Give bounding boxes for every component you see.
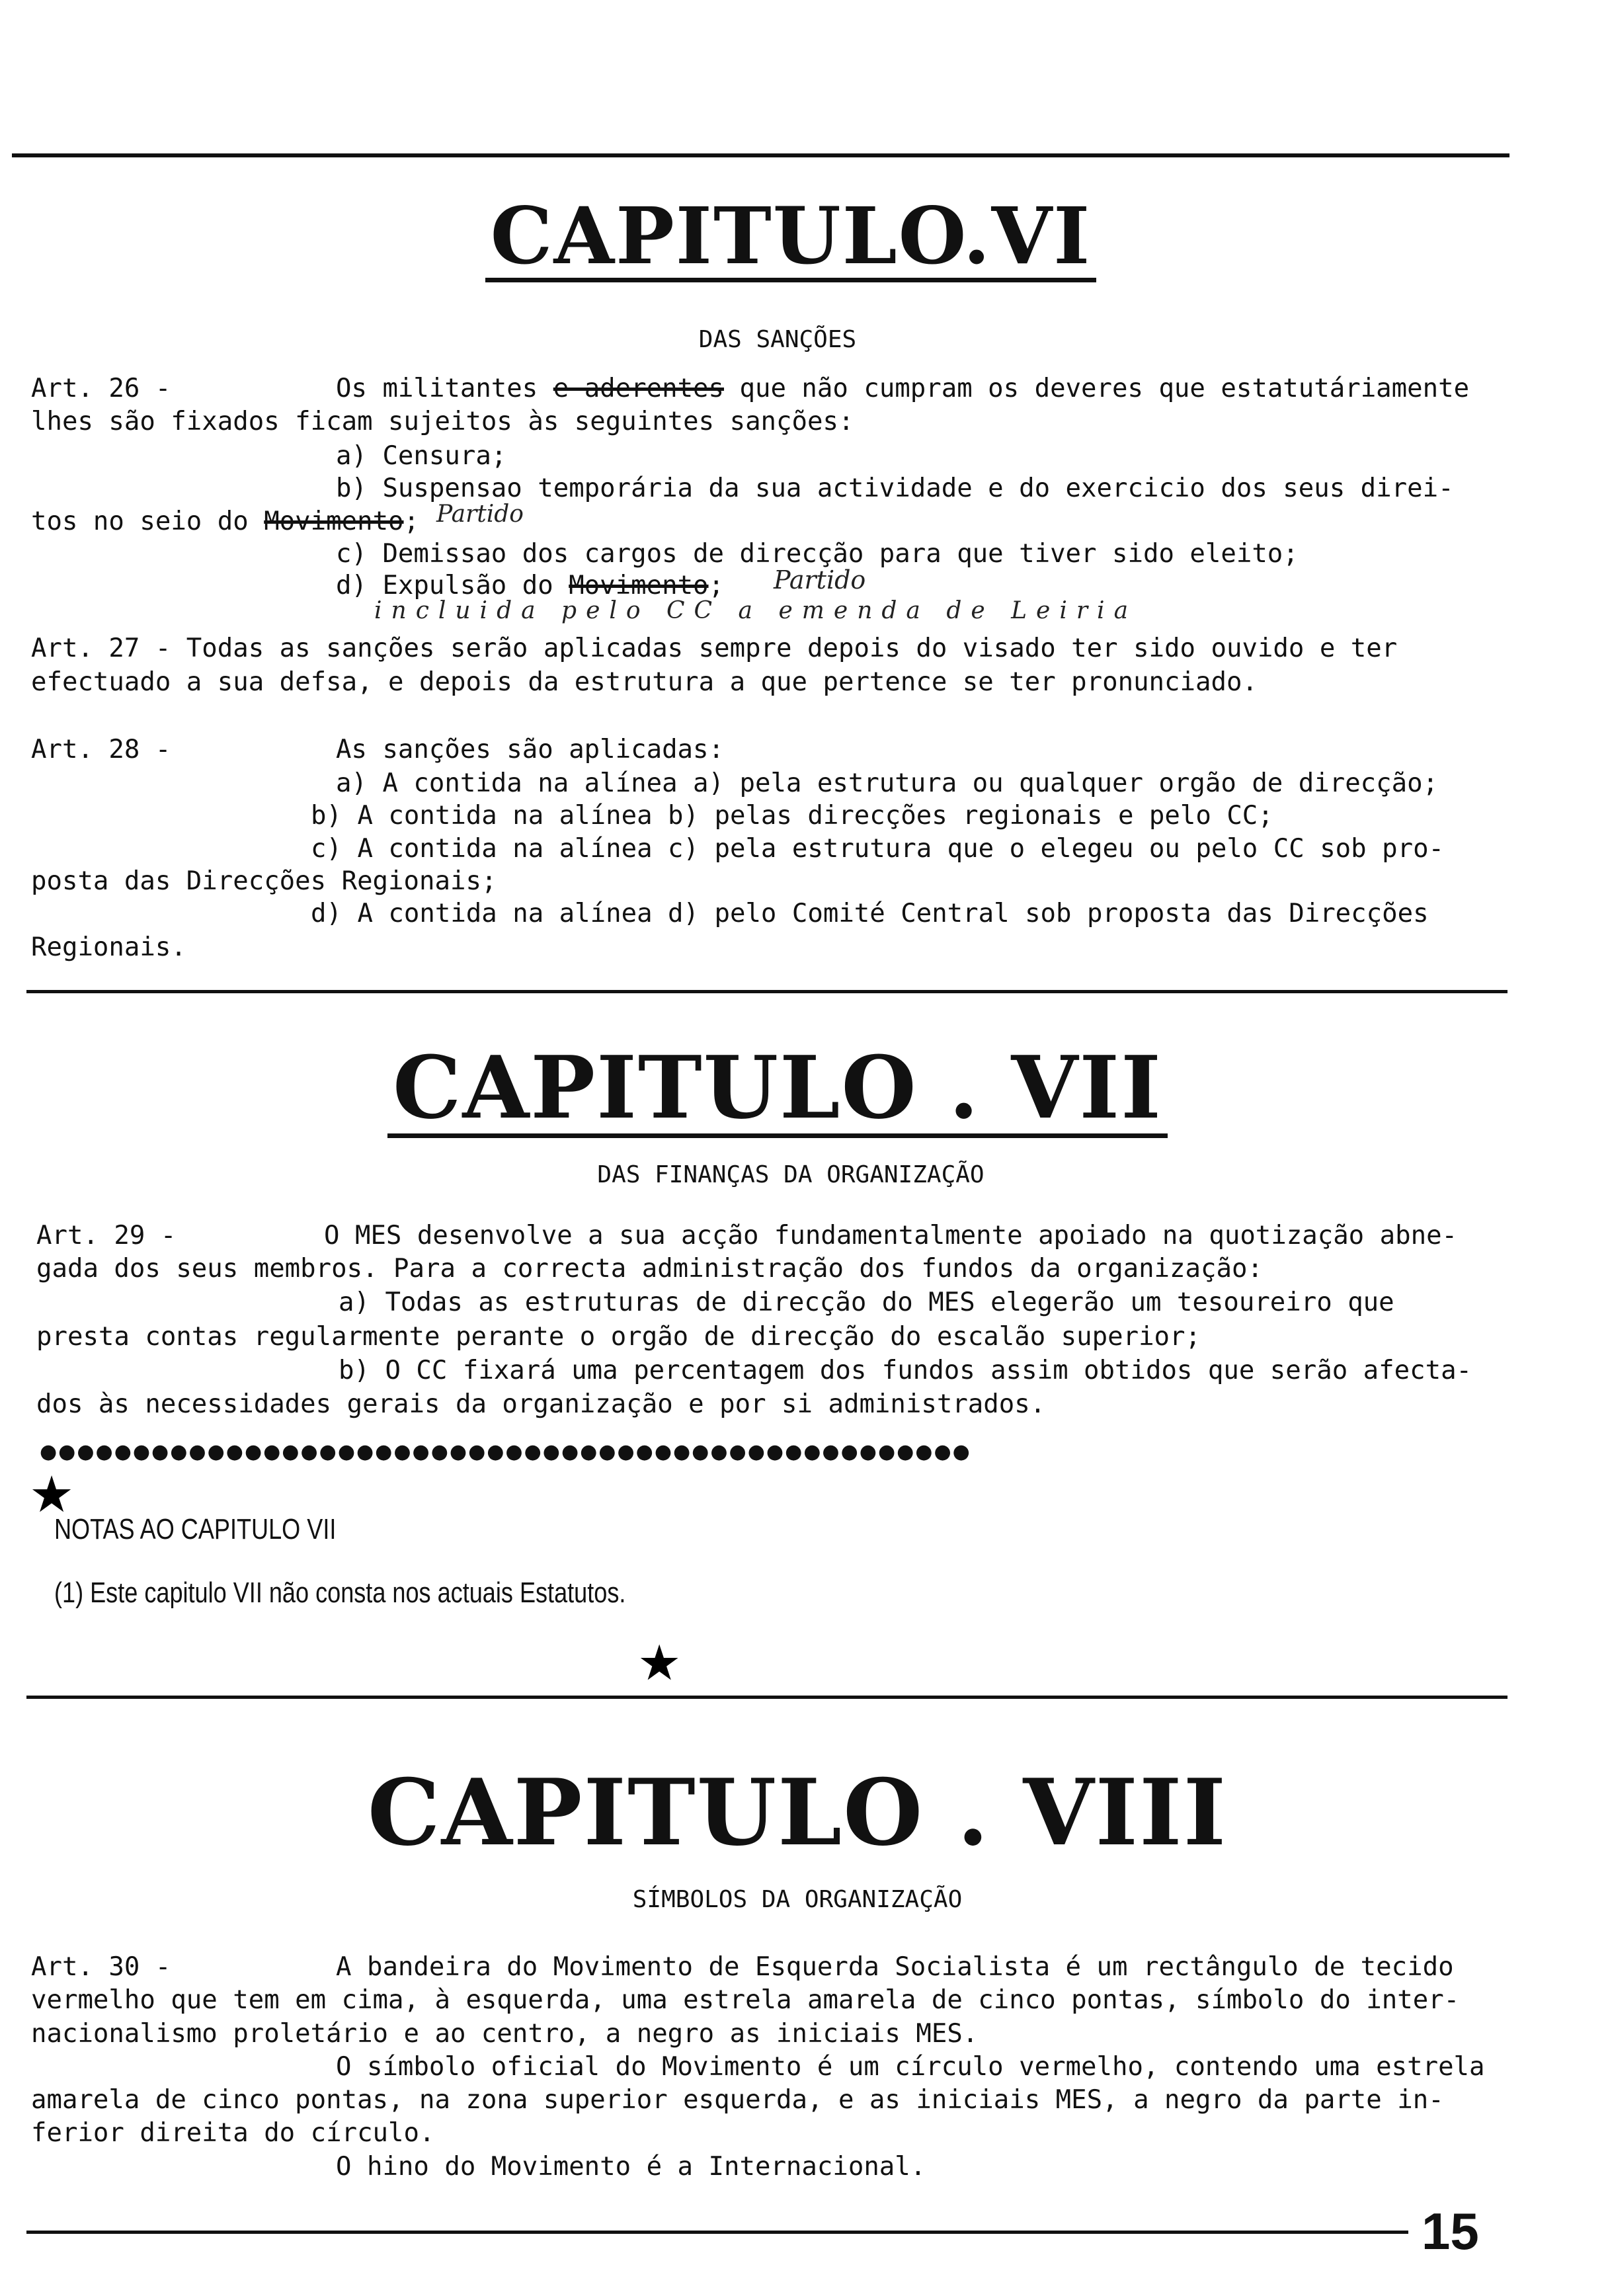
art26-b-end: ;	[403, 507, 420, 536]
section-rule-1	[26, 990, 1508, 993]
notes-title: NOTAS AO CAPITULO VII	[54, 1513, 337, 1545]
footer-rule	[26, 2231, 1408, 2234]
art26-intro-b: que não cumpram os deveres que estatutáriamente	[724, 374, 1470, 403]
note-1: (1) Este capitulo VII não consta nos actuais Estatutos.	[54, 1577, 626, 1609]
art26-b: b) Suspensao temporária da sua actividade e do exercicio dos seus direi-	[336, 473, 1454, 503]
art26-b-cont	[31, 509, 419, 534]
art29-line2: gada dos seus membros. Para a correcta administração dos fundos da organização:	[36, 1254, 1263, 1284]
art30-line7: O hino do Movimento é a Internacional.	[336, 2152, 926, 2182]
art26-c: c) Demissao dos cargos de direcção para que tiver sido eleito;	[336, 539, 1299, 569]
art27-line2: efectuado a sua defsa, e depois da estrutura a que pertence se ter pronunciado.	[31, 667, 1258, 697]
art30-label: Art. 30 -	[31, 1952, 171, 1982]
art26-line2: lhes são fixados ficam sujeitos às seguintes sanções:	[31, 407, 854, 436]
star-icon: ★	[29, 1465, 75, 1524]
art28-c: c) A contida na alínea c) pela estrutura que o elegeu ou pelo CC sob pro-	[311, 834, 1445, 864]
art26-d-text: d) Expulsão do	[336, 571, 569, 600]
art26-a: a) Censura;	[336, 441, 507, 471]
top-rule	[12, 153, 1509, 157]
chapter-7-subtitle: DAS FINANÇAS DA ORGANIZAÇÃO	[597, 1161, 985, 1188]
art29-a: a) Todas as estruturas de direcção do MES elegerão um tesoureiro que	[339, 1288, 1394, 1317]
art28-d-cont: Regionais.	[31, 932, 186, 962]
art26-intro-a: Os militantes	[336, 374, 553, 403]
art28-a: a) A contida na alínea a) pela estrutura ou qualquer orgão de direcção;	[336, 768, 1439, 798]
art28-label: Art. 28 -	[31, 735, 171, 764]
star-icon: ★	[637, 1635, 682, 1692]
dotted-separator: ●●●●●●●●●●●●●●●●●●●●●●●●●●●●●●●●●●●●●●●●●●●●●●●●●●	[40, 1440, 971, 1463]
chapter-6-title	[0, 190, 1595, 282]
chapter-7-title	[0, 1037, 1582, 1138]
art30-line6: ferior direita do círculo.	[31, 2118, 435, 2148]
art26-b-struck: Movimento	[264, 507, 404, 536]
chapter-6-title-text: CAPITULO.VI	[485, 197, 1097, 282]
chapter-7-title-text: CAPITULO . VII	[387, 1045, 1168, 1138]
art28-d: d) A contida na alínea d) pelo Comité Central sob proposta das Direcções	[311, 899, 1429, 928]
art28-intro: As sanções são aplicadas:	[336, 735, 724, 764]
art30-line3: nacionalismo proletário e ao centro, a negro as iniciais MES.	[31, 2019, 979, 2049]
art26-b-cont-text: tos no seio do	[31, 507, 264, 536]
art30-line4: O símbolo oficial do Movimento é um círculo vermelho, contendo uma estrela	[336, 2052, 1485, 2082]
art29-b: b) O CC fixará uma percentagem dos fundos assim obtidos que serão afecta-	[339, 1356, 1472, 1385]
chapter-8-subtitle: SÍMBOLOS DA ORGANIZAÇÃO	[632, 1886, 963, 1913]
art26-intro	[336, 376, 1469, 401]
page-number: 15	[1422, 2202, 1479, 2260]
art26-d-struck: Movimento	[569, 571, 709, 600]
art30-line1: A bandeira do Movimento de Esquerda Socialista é um rectângulo de tecido	[336, 1952, 1454, 1982]
art27-line1: Art. 27 - Todas as sanções serão aplicadas sempre depois do visado ter sido ouvido e ter	[31, 634, 1398, 663]
chapter-8-title	[0, 1758, 1601, 1866]
chapter-8-title-text: CAPITULO . VIII	[367, 1758, 1228, 1866]
art26-handwritten-note: incluida pelo CC a emenda de Leiria	[374, 597, 1138, 624]
art29-line1: O MES desenvolve a sua acção fundamentalmente apoiado na quotização abne-	[324, 1221, 1458, 1250]
art26-struck: e aderentes	[553, 374, 725, 403]
art29-b-cont: dos às necessidades gerais da organização e por si administrados.	[36, 1389, 1046, 1419]
art26-d-handwritten: Partido	[774, 565, 866, 594]
art26-d	[336, 573, 724, 598]
chapter-6-subtitle: DAS SANÇÕES	[698, 326, 857, 353]
art29-label: Art. 29 -	[36, 1221, 177, 1250]
art26-d-end: ;	[708, 571, 725, 600]
art29-a-cont: presta contas regularmente perante o orgão de direcção do escalão superior;	[36, 1322, 1201, 1352]
art26-label: Art. 26 -	[31, 374, 171, 403]
art30-line2: vermelho que tem em cima, à esquerda, uma estrela amarela de cinco pontas, símbolo do inter-	[31, 1985, 1460, 2015]
art30-line5: amarela de cinco pontas, na zona superior esquerda, e as iniciais MES, a negro da parte in-	[31, 2085, 1444, 2115]
art26-b-handwritten: Partido	[436, 501, 524, 528]
section-rule-2	[26, 1696, 1508, 1699]
art28-b: b) A contida na alínea b) pelas direcções regionais e pelo CC;	[311, 801, 1273, 831]
art28-c-cont: posta das Direcções Regionais;	[31, 866, 497, 896]
